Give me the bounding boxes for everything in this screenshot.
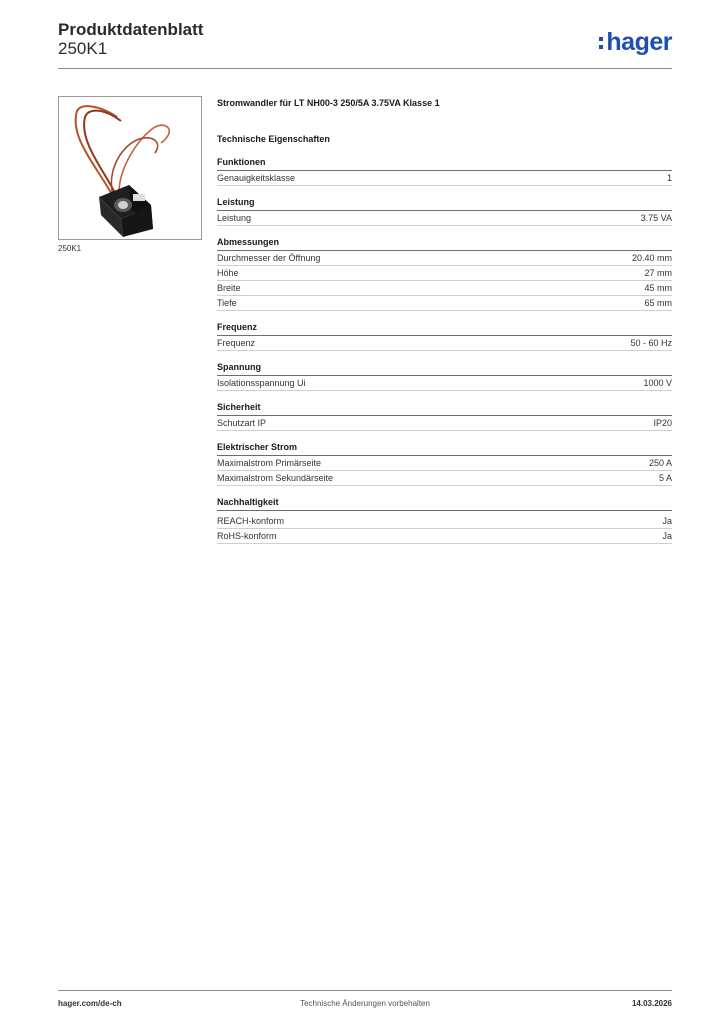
spec-value: 65 mm xyxy=(644,298,672,308)
spec-content xyxy=(217,96,672,544)
page-footer xyxy=(58,990,672,1008)
spec-value: Ja xyxy=(662,516,672,526)
spec-group-spannung xyxy=(217,360,672,391)
spec-group-frequenz xyxy=(217,320,672,351)
product-code: 250K1 xyxy=(58,39,108,58)
spec-label: Tiefe xyxy=(217,298,237,308)
product-description: Stromwandler für LT NH00-3 250/5A 3.75VA Klasse 1 xyxy=(217,98,440,108)
logo-dots-icon xyxy=(599,37,603,49)
spec-value: 3.75 VA xyxy=(640,213,672,223)
group-title: Elektrischer Strom xyxy=(217,440,672,456)
spec-value: 1 xyxy=(666,173,672,183)
current-transformer-icon xyxy=(59,97,201,239)
spec-row xyxy=(217,471,672,486)
hager-logo xyxy=(599,28,672,57)
footer-website-link[interactable]: hager.com/de-ch xyxy=(58,999,122,1008)
spec-label: Höhe xyxy=(217,268,239,278)
spec-label: Frequenz xyxy=(217,338,256,348)
product-image xyxy=(58,96,202,240)
spec-row xyxy=(217,456,672,471)
spec-value: 5 A xyxy=(658,473,672,483)
spec-value: 27 mm xyxy=(644,268,672,278)
spec-row xyxy=(217,251,672,266)
group-title: Abmessungen xyxy=(217,235,672,251)
spec-row xyxy=(217,281,672,296)
image-caption: 250K1 xyxy=(58,244,82,253)
spec-label: Isolationsspannung Ui xyxy=(217,378,306,388)
spec-value: 50 - 60 Hz xyxy=(630,338,672,348)
spec-group-abmessungen xyxy=(217,235,672,311)
spec-label: Breite xyxy=(217,283,241,293)
spec-value: 250 A xyxy=(648,458,672,468)
spec-group-leistung xyxy=(217,195,672,226)
spec-label: RoHS-konform xyxy=(217,531,277,541)
spec-label: Genauigkeitsklasse xyxy=(217,173,296,183)
spec-row xyxy=(217,376,672,391)
spec-label: Durchmesser der Öffnung xyxy=(217,253,321,263)
group-title: Nachhaltigkeit xyxy=(217,495,672,511)
group-title: Funktionen xyxy=(217,155,672,171)
spec-value: Ja xyxy=(662,531,672,541)
page-header xyxy=(58,20,672,68)
spec-label: Schutzart IP xyxy=(217,418,267,428)
spec-label: Maximalstrom Sekundärseite xyxy=(217,473,334,483)
spec-value: IP20 xyxy=(653,418,672,428)
header-divider xyxy=(58,68,672,69)
group-title: Sicherheit xyxy=(217,400,672,416)
spec-group-elektrischer-strom xyxy=(217,440,672,486)
spec-row xyxy=(217,266,672,281)
spec-label: REACH-konform xyxy=(217,516,285,526)
spec-row xyxy=(217,171,672,186)
spec-value: 1000 V xyxy=(643,378,672,388)
spec-row xyxy=(217,336,672,351)
spec-row xyxy=(217,296,672,311)
section-title: Technische Eigenschaften xyxy=(217,134,330,144)
logo-text: hager xyxy=(606,28,672,56)
spec-label: Maximalstrom Primärseite xyxy=(217,458,322,468)
spec-group-nachhaltigkeit xyxy=(217,495,672,544)
group-title: Leistung xyxy=(217,195,672,211)
spec-group-funktionen xyxy=(217,155,672,186)
spec-value: 45 mm xyxy=(644,283,672,293)
group-title: Frequenz xyxy=(217,320,672,336)
footer-notice: Technische Änderungen vorbehalten xyxy=(300,999,430,1008)
document-title: Produktdatenblatt xyxy=(58,20,204,39)
spec-row xyxy=(217,529,672,544)
spec-value: 20.40 mm xyxy=(631,253,672,263)
group-title: Spannung xyxy=(217,360,672,376)
spec-row xyxy=(217,514,672,529)
spec-label: Leistung xyxy=(217,213,252,223)
spec-row xyxy=(217,211,672,226)
footer-date: 14.03.2026 xyxy=(631,999,672,1008)
spec-row xyxy=(217,416,672,431)
spec-group-sicherheit xyxy=(217,400,672,431)
